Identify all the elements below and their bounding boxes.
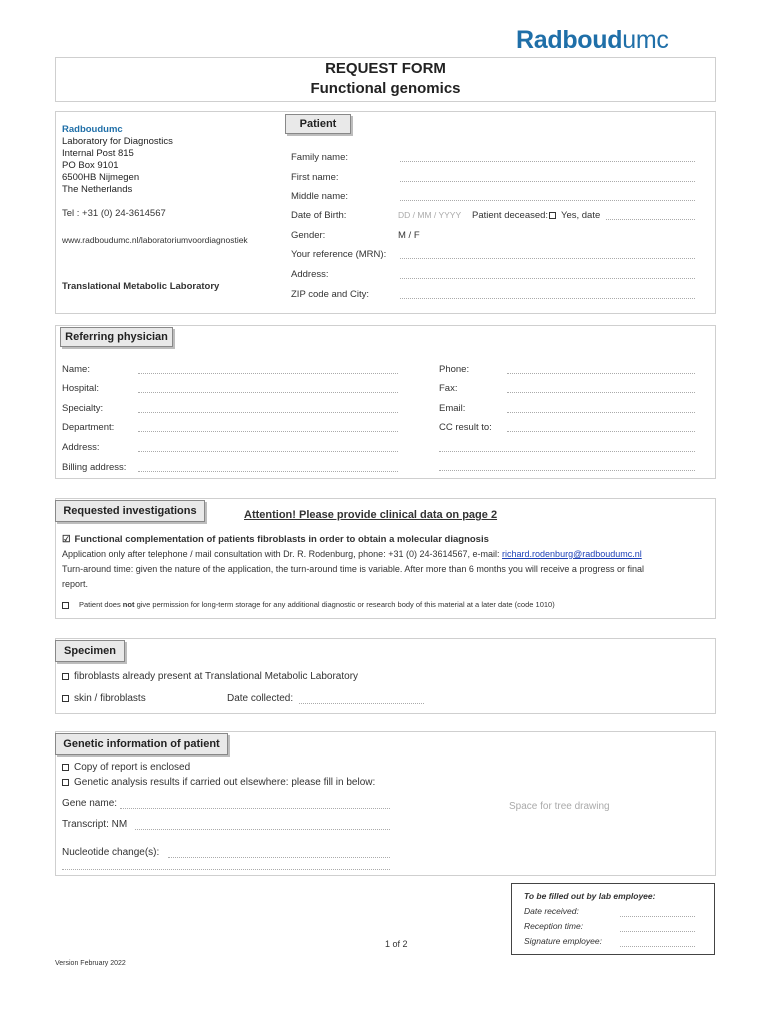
lab-employee-box <box>511 883 715 955</box>
physician-name-label: Name: <box>62 364 90 375</box>
genetic-analysis-label: Genetic analysis results if carried out elsewhere: please fill in below: <box>74 777 376 788</box>
deceased-yes-label: Yes, date <box>561 210 601 221</box>
specialty-field[interactable] <box>138 412 398 413</box>
zip-field[interactable] <box>400 298 695 299</box>
address-web: www.radboudumc.nl/laboratoriumvoordiagnostiek <box>62 235 248 245</box>
checked-checkbox[interactable]: ☑ <box>62 534 71 545</box>
date-received-label: Date received: <box>524 906 579 916</box>
complementation-heading: Functional complementation of patients fibroblasts in order to obtain a molecular diagnosis <box>74 534 489 545</box>
address-tel: Tel : +31 (0) 24-3614567 <box>62 208 166 219</box>
gene-name-label: Gene name: <box>62 798 118 809</box>
family-name-field[interactable] <box>400 161 695 162</box>
form-subtitle: Functional genomics <box>310 80 461 97</box>
logo-text-b: umc <box>622 26 669 54</box>
specimen-tab: Specimen <box>55 640 125 662</box>
lab-address <box>62 124 173 196</box>
family-name-label: Family name: <box>291 152 349 163</box>
fax-field[interactable] <box>507 392 695 393</box>
application-label: Application only after telephone / mail consultation with Dr. R. Rodenburg, phone: +31 (0) 24-3614567, e-mail: <box>62 549 500 559</box>
turnaround-text: Turn-around time: given the nature of the application, the turn-around time is variable. After more than 6 months you will receive a progress or final <box>62 564 644 574</box>
reception-time-field[interactable] <box>620 931 695 932</box>
logo-text-a: Radboud <box>516 26 623 54</box>
application-text <box>62 549 642 559</box>
investigations-tab: Requested investigations <box>55 500 205 522</box>
cc-field-3[interactable] <box>439 470 695 471</box>
form-title: REQUEST FORM <box>325 60 446 77</box>
date-received-field[interactable] <box>620 916 695 917</box>
signature-label: Signature employee: <box>524 936 602 946</box>
date-collected-label: Date collected: <box>227 693 294 704</box>
nucleotide-label: Nucleotide change(s): <box>62 847 160 858</box>
deceased-option[interactable] <box>549 210 600 221</box>
patient-tab: Patient <box>285 114 351 134</box>
physician-section <box>55 325 716 479</box>
address-line: Internal Post 815 <box>62 148 134 159</box>
patient-address-field[interactable] <box>400 278 695 279</box>
copy-report-checkbox[interactable] <box>62 764 69 771</box>
permission-text-b: give permission for long-term storage for any additional diagnostic or research body of this material at a later date (code 1010) <box>136 600 555 609</box>
tree-drawing-area[interactable]: Space for tree drawing <box>509 801 610 812</box>
reception-time-label: Reception time: <box>524 921 584 931</box>
billing-label: Billing address: <box>62 462 127 473</box>
phone-field[interactable] <box>507 373 695 374</box>
fibroblast-complementation-option[interactable] <box>62 534 489 545</box>
contact-email-link[interactable]: richard.rodenburg@radboudumc.nl <box>502 549 642 559</box>
signature-field[interactable] <box>620 946 695 947</box>
genetic-tab: Genetic information of patient <box>55 733 228 755</box>
version-note: Version February 2022 <box>55 960 126 967</box>
gender-label: Gender: <box>291 230 326 241</box>
skin-fibroblasts-checkbox[interactable] <box>62 695 69 702</box>
skin-fibroblasts-label: skin / fibroblasts <box>74 693 146 704</box>
gender-value[interactable]: M / F <box>398 230 420 241</box>
fax-label: Fax: <box>439 383 458 394</box>
genetic-analysis-option[interactable] <box>62 777 375 788</box>
nucleotide-field[interactable] <box>168 857 390 858</box>
physician-address-label: Address: <box>62 442 100 453</box>
page-number: 1 of 2 <box>385 939 408 949</box>
cc-label: CC result to: <box>439 422 492 433</box>
deceased-checkbox[interactable] <box>549 212 556 219</box>
address-lab: Translational Metabolic Laboratory <box>62 281 220 292</box>
address-line: The Netherlands <box>62 184 133 195</box>
transcript-field[interactable] <box>135 829 390 830</box>
permission-not: not <box>122 600 135 609</box>
nucleotide-field-2[interactable] <box>62 869 390 870</box>
reference-label: Your reference (MRN): <box>291 249 387 260</box>
cc-field-2[interactable] <box>439 451 695 452</box>
fibroblasts-present-label: fibroblasts already present at Translational Metabolic Laboratory <box>74 671 359 682</box>
lab-box-title: To be filled out by lab employee: <box>524 891 656 901</box>
deceased-date-field[interactable] <box>606 219 695 220</box>
address-line: Laboratory for Diagnostics <box>62 136 173 147</box>
first-name-field[interactable] <box>400 181 695 182</box>
specialty-label: Specialty: <box>62 403 104 414</box>
attention-note: Attention! Please provide clinical data on page 2 <box>244 509 498 521</box>
skin-fibroblasts-option[interactable] <box>62 693 146 704</box>
genetic-analysis-checkbox[interactable] <box>62 779 69 786</box>
address-org: Radboudumc <box>62 124 123 135</box>
storage-permission-option[interactable] <box>62 600 555 609</box>
cc-field[interactable] <box>507 431 695 432</box>
patient-address-label: Address: <box>291 269 329 280</box>
middle-name-field[interactable] <box>400 200 695 201</box>
first-name-label: First name: <box>291 172 339 183</box>
billing-field[interactable] <box>138 471 398 472</box>
address-line: PO Box 9101 <box>62 160 119 171</box>
physician-address-field[interactable] <box>138 451 398 452</box>
deceased-label: Patient deceased: <box>472 210 549 221</box>
middle-name-label: Middle name: <box>291 191 349 202</box>
email-label: Email: <box>439 403 466 414</box>
copy-report-option[interactable] <box>62 762 190 773</box>
dob-label: Date of Birth: <box>291 210 347 221</box>
copy-report-label: Copy of report is enclosed <box>74 762 191 773</box>
fibroblasts-present-checkbox[interactable] <box>62 673 69 680</box>
email-field[interactable] <box>507 412 695 413</box>
department-label: Department: <box>62 422 115 433</box>
dob-field[interactable]: DD / MM / YYYY <box>398 210 462 220</box>
radboudumc-logo <box>516 26 669 55</box>
turnaround-text-2: report. <box>62 579 89 589</box>
title-box <box>55 57 716 102</box>
physician-name-field[interactable] <box>138 373 398 374</box>
physician-tab: Referring physician <box>60 327 173 347</box>
hospital-label: Hospital: <box>62 383 99 394</box>
address-line: 6500HB Nijmegen <box>62 172 140 183</box>
reference-field[interactable] <box>400 258 695 259</box>
department-field[interactable] <box>138 431 398 432</box>
transcript-label: Transcript: NM <box>62 819 128 830</box>
gene-name-field[interactable] <box>120 808 390 809</box>
fibroblasts-present-option[interactable] <box>62 671 358 682</box>
phone-label: Phone: <box>439 364 470 375</box>
zip-label: ZIP code and City: <box>291 289 369 300</box>
hospital-field[interactable] <box>138 392 398 393</box>
date-collected-field[interactable] <box>299 703 424 704</box>
permission-text-a: Patient does <box>79 600 121 609</box>
storage-permission-checkbox[interactable] <box>62 602 69 609</box>
